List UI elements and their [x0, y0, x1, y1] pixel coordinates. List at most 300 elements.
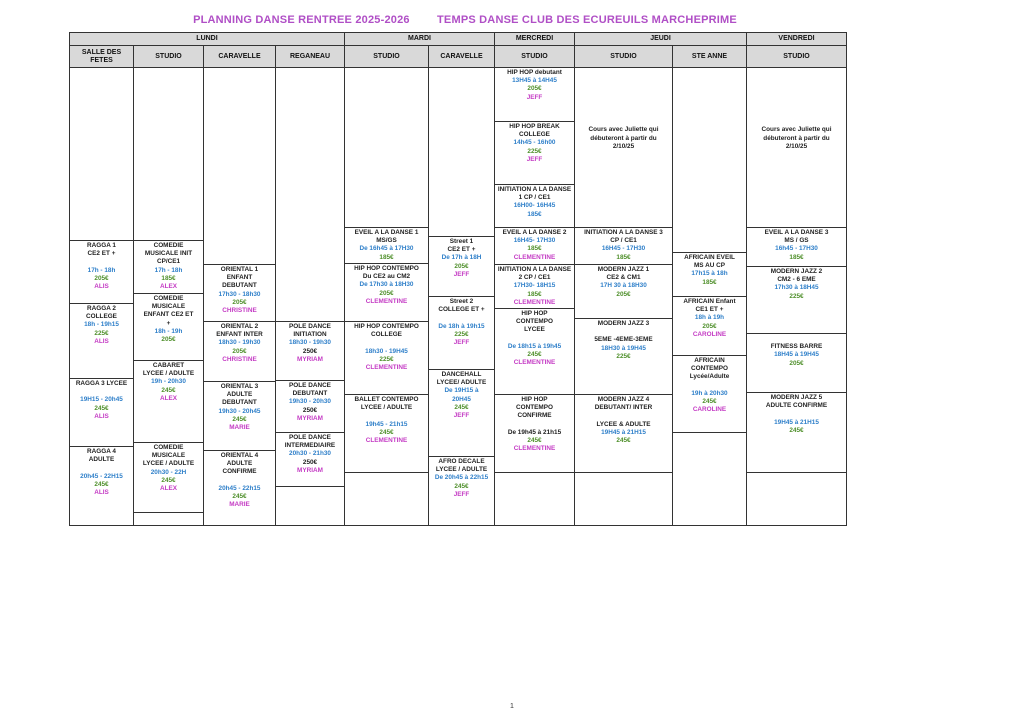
class-time: 18h à 19h	[694, 314, 725, 322]
class-time: 13H45 à 14H45	[512, 77, 557, 85]
class-block	[494, 68, 575, 121]
class-label: Du CE2 au CM2	[362, 273, 411, 281]
class-label: MS AU CP	[693, 262, 725, 270]
class-label: CE1 ET +	[695, 306, 724, 314]
class-label: LYCEE / ADULTE	[142, 460, 195, 468]
class-block	[574, 68, 673, 227]
class-time: 16H45 - 17H30	[601, 245, 646, 253]
class-teacher: JEFF	[453, 339, 470, 347]
class-label	[746, 102, 847, 110]
class-teacher: CHRISTINE	[222, 307, 257, 315]
class-teacher: ALIS	[94, 337, 109, 345]
class-time: 17h - 18h	[87, 266, 116, 274]
class-time: 18h - 19h	[154, 327, 183, 335]
class-teacher: JEFF	[453, 490, 470, 498]
class-teacher: CLEMENTINE	[513, 445, 556, 453]
class-block	[746, 392, 847, 472]
class-label: ENFANT INTER	[216, 331, 263, 339]
class-time: 19h45 - 21h15	[365, 420, 408, 428]
class-label: ADULTE	[88, 456, 115, 464]
class-time: De 20h45 à 22h15	[434, 474, 489, 482]
class-label: LYCEE / ADULTE	[435, 466, 488, 474]
class-price: 245€	[94, 480, 109, 488]
class-teacher: CLEMENTINE	[513, 298, 556, 306]
class-block	[275, 432, 345, 486]
class-block	[574, 264, 673, 318]
class-block	[69, 378, 134, 446]
class-time: 16h45 - 17H30	[775, 245, 818, 253]
day-header-jeudi: JEUDI	[574, 32, 747, 46]
class-time: De 17h à 18H	[441, 254, 482, 262]
class-block	[746, 266, 847, 333]
class-label: RAGGA 4	[87, 448, 116, 455]
class-block	[746, 333, 847, 392]
class-teacher: MYRIAM	[297, 355, 323, 363]
class-label	[494, 421, 575, 429]
class-label: INTERMEDIAIRE	[284, 442, 336, 450]
class-label: ORIENTAL 1	[220, 266, 259, 273]
class-label: AFRO DECALE	[438, 458, 485, 465]
class-time: 20h45 - 22h15	[218, 484, 261, 492]
class-label: POLE DANCE	[289, 382, 331, 389]
class-price: 205€	[232, 298, 247, 306]
class-label: MS/GS	[376, 237, 397, 245]
class-block	[672, 296, 747, 355]
class-label: COLLEGE	[371, 331, 402, 339]
title-planning: PLANNING DANSE RENTREE 2025-2026	[193, 14, 410, 26]
class-block	[344, 263, 429, 321]
class-block	[746, 227, 847, 266]
class-label	[746, 94, 847, 102]
day-header-mardi: MARDI	[344, 32, 495, 46]
class-teacher: MARIE	[229, 501, 250, 509]
class-time: De 18h à 19h15	[438, 322, 485, 330]
class-teacher: CLEMENTINE	[365, 437, 408, 445]
class-time: 19H15 - 20h45	[80, 396, 123, 404]
class-time: De 19H15 à	[444, 387, 479, 395]
class-block	[133, 293, 204, 360]
class-time: 185€	[527, 210, 542, 218]
class-price: 205€	[232, 347, 247, 355]
class-price: 245€	[616, 437, 631, 445]
class-label: BALLET CONTEMPO	[354, 396, 419, 403]
class-price: 245€	[454, 403, 469, 411]
class-teacher: MARIE	[229, 424, 250, 432]
class-label: AFRICAIN Enfant	[683, 298, 736, 305]
class-label: 1 CP / CE1	[518, 194, 551, 202]
class-block	[69, 303, 134, 378]
class-block	[133, 360, 204, 442]
class-block	[344, 227, 429, 263]
class-label: DEBUTANT/ INTER	[594, 404, 653, 412]
class-block	[133, 512, 204, 526]
class-label	[574, 94, 673, 102]
class-price: 225€	[527, 147, 542, 155]
page-number: 1	[510, 703, 514, 710]
class-label: Cours avec Juliette qui	[761, 126, 832, 134]
class-label: CONTEMPO	[516, 404, 553, 412]
class-label: HIP HOP debutant	[507, 69, 562, 76]
class-block	[344, 472, 429, 526]
room-header-caravelle: CARAVELLE	[203, 45, 276, 68]
class-price: 185€	[616, 253, 631, 261]
room-header-studio: STUDIO	[133, 45, 204, 68]
class-teacher: CHRISTINE	[222, 355, 257, 363]
class-label: INITIATION A LA DANSE	[497, 186, 572, 193]
class-label	[69, 258, 134, 266]
class-label	[746, 410, 847, 418]
class-label: MUSICALE	[151, 452, 186, 460]
class-label	[344, 339, 429, 347]
class-price: 245€	[94, 404, 109, 412]
class-label	[203, 477, 276, 485]
class-label: ADULTE CONFIRME	[765, 402, 828, 410]
class-teacher: JEFF	[453, 270, 470, 278]
class-price: 245€	[454, 482, 469, 490]
class-label: COMEDIE	[153, 242, 184, 249]
class-price: 245€	[232, 415, 247, 423]
class-label: ADULTE	[226, 391, 253, 399]
class-block	[428, 369, 495, 456]
class-label	[746, 118, 847, 126]
class-label	[494, 335, 575, 343]
class-time: 16H00- 16H45	[513, 202, 556, 210]
class-label: Street 1	[449, 238, 474, 245]
class-teacher: CAROLINE	[692, 330, 727, 338]
class-block	[494, 184, 575, 227]
class-label: INITIATION A LA DANSE	[497, 266, 572, 273]
room-header-studio: STUDIO	[494, 45, 575, 68]
class-price: 245€	[379, 428, 394, 436]
class-block	[203, 321, 276, 381]
class-label: MODERN JAZZ 3	[597, 320, 650, 327]
class-label	[746, 77, 847, 85]
class-label: RAGGA 1	[87, 242, 116, 249]
class-label: EVEIL A LA DANSE 3	[764, 229, 829, 236]
class-label	[428, 314, 495, 322]
class-label: CONTEMPO	[516, 318, 553, 326]
class-label: 2/10/25	[785, 142, 808, 150]
class-teacher: CLEMENTINE	[513, 359, 556, 367]
room-header-studio: STUDIO	[746, 45, 847, 68]
class-label: COLLEGE	[86, 313, 117, 321]
class-label: +	[166, 319, 171, 327]
class-price: 245€	[527, 351, 542, 359]
class-label: DANCEHALL	[441, 371, 482, 378]
class-block	[672, 432, 747, 526]
class-label: HIP HOP	[521, 396, 548, 403]
class-block	[344, 394, 429, 472]
class-time: De 18h15 à 19h45	[507, 342, 562, 350]
class-label: CP/CE1	[156, 258, 181, 266]
class-block	[428, 296, 495, 369]
class-label: 2/10/25	[612, 142, 635, 150]
class-label: MUSICALE INIT	[144, 250, 193, 258]
class-block	[69, 446, 134, 526]
class-block	[203, 381, 276, 450]
class-time: 19h30 - 20h30	[289, 398, 331, 406]
class-label: MODERN JAZZ 5	[770, 394, 823, 401]
class-label	[69, 388, 134, 396]
class-block	[746, 68, 847, 227]
class-teacher: ALIS	[94, 489, 109, 497]
class-block	[275, 321, 345, 380]
class-label: LYCEE/ ADULTE	[436, 379, 487, 387]
class-time: 18H30 à 19H45	[601, 344, 646, 352]
class-label: 2 CP / CE1	[518, 274, 551, 282]
class-time: 20h30 - 21h30	[289, 450, 331, 458]
room-header-salle-des-fetes: SALLE DES FETES	[69, 45, 134, 68]
class-teacher: JEFF	[526, 155, 543, 163]
class-block	[574, 472, 673, 526]
class-teacher: CLEMENTINE	[365, 364, 408, 372]
class-time: 19h30 - 20h45	[218, 407, 261, 415]
page-title	[0, 14, 930, 26]
class-price: 245€	[161, 386, 176, 394]
class-block	[672, 252, 747, 296]
class-teacher: CLEMENTINE	[365, 297, 408, 305]
class-label: MODERN JAZZ 4	[597, 396, 650, 403]
class-label: POLE DANCE	[289, 323, 331, 330]
class-label: CE2 & CM1	[606, 274, 641, 282]
class-label: COLLEGE ET +	[438, 306, 485, 314]
class-label: RAGGA 2	[87, 305, 116, 312]
class-teacher: MYRIAM	[297, 414, 323, 422]
class-time: 20H45	[452, 395, 471, 403]
class-label: Street 2	[449, 298, 474, 305]
class-time: 18h30 - 19h30	[218, 339, 261, 347]
class-block	[275, 486, 345, 526]
class-price: 205€	[454, 262, 469, 270]
class-label: LYCEE	[524, 326, 545, 334]
class-label: DEBUTANT	[222, 399, 257, 407]
class-label: COMEDIE	[153, 444, 184, 451]
class-block	[574, 394, 673, 472]
class-label: CM2 - 6 EME	[777, 276, 816, 284]
class-time: 18h30 - 19h30	[289, 339, 331, 347]
class-block	[203, 264, 276, 321]
class-time: De 17h30 à 18H30	[359, 281, 414, 289]
class-time: 17h15 à 18h	[691, 270, 728, 278]
class-label: AFRICAIN	[694, 357, 725, 364]
class-time: 20h30 - 22H	[150, 468, 187, 476]
class-label: EVEIL A LA DANSE 2	[502, 229, 567, 236]
class-label: MODERN JAZZ 2	[770, 268, 823, 275]
class-label	[344, 412, 429, 420]
class-block	[428, 236, 495, 296]
class-price: 185€	[527, 290, 542, 298]
class-price: 225€	[789, 292, 804, 300]
class-time: 19H45 à 21H15	[774, 418, 819, 426]
class-time: De 16h45 à 17H30	[359, 245, 414, 253]
class-price: 185€	[527, 245, 542, 253]
title-club: TEMPS DANSE CLUB DES ECUREUILS MARCHEPRIME	[437, 14, 737, 26]
class-label: 250€	[302, 347, 318, 355]
class-time: 18h - 19h15	[84, 321, 119, 329]
class-teacher: ALEX	[159, 394, 178, 402]
day-header-vendredi: VENDREDI	[746, 32, 847, 46]
class-label: AFRICAIN EVEIL	[684, 254, 735, 261]
class-block	[69, 240, 134, 303]
class-label: CE2 ET +	[447, 246, 476, 254]
class-label: ENFANT CE2 ET	[143, 311, 194, 319]
class-time: 17H30- 18H15	[513, 282, 556, 290]
class-label: EVEIL A LA DANSE 1	[354, 229, 419, 236]
class-label	[574, 69, 673, 77]
class-price: 185€	[379, 253, 394, 261]
class-label: débuteront à partir du	[590, 134, 657, 142]
class-price: 245€	[161, 476, 176, 484]
class-price: 205€	[161, 336, 176, 344]
class-block	[344, 321, 429, 394]
class-label: MUSICALE	[151, 303, 186, 311]
class-time: 17h30 - 18h30	[218, 290, 261, 298]
class-price: 245€	[789, 426, 804, 434]
class-label: INITIATION A LA DANSE 3	[584, 229, 663, 236]
class-block	[203, 450, 276, 526]
class-label: CONFIRME	[517, 412, 552, 420]
class-label: LYCEE & ADULTE	[596, 420, 651, 428]
class-time: 14h45 - 16h00	[513, 139, 556, 147]
class-label	[672, 382, 747, 390]
class-block	[494, 472, 575, 526]
class-teacher: ALEX	[159, 283, 178, 291]
class-label	[746, 85, 847, 93]
class-teacher: CLEMENTINE	[513, 253, 556, 261]
class-teacher: ALIS	[94, 283, 109, 291]
class-time: 19h à 20h30	[691, 389, 728, 397]
class-block	[275, 380, 345, 432]
class-block	[133, 442, 204, 512]
room-header-caravelle: CARAVELLE	[428, 45, 495, 68]
class-label	[746, 110, 847, 118]
class-label: débuteront à partir du	[763, 134, 830, 142]
class-label: RAGGA 3 LYCEE	[75, 380, 128, 387]
class-label: ORIENTAL 3	[220, 383, 259, 390]
class-time: 19h - 20h30	[151, 378, 186, 386]
day-header-mercredi: MERCREDI	[494, 32, 575, 46]
class-label: De 19h45 à 21h15	[507, 428, 562, 436]
class-price: 205€	[702, 322, 717, 330]
class-label: COMEDIE	[153, 295, 184, 302]
class-price: 185€	[702, 278, 717, 286]
class-label	[574, 110, 673, 118]
class-block	[494, 394, 575, 472]
class-label: HIP HOP CONTEMPO	[354, 323, 419, 330]
class-label: FITNESS BARRE	[770, 343, 823, 351]
class-price: 245€	[702, 398, 717, 406]
class-time: 18h30 - 19H45	[365, 347, 408, 355]
class-price: 205€	[616, 290, 631, 298]
class-label	[574, 412, 673, 420]
class-label	[574, 102, 673, 110]
class-label: CE2 ET +	[87, 250, 116, 258]
class-label: ENFANT	[226, 274, 253, 282]
class-block	[494, 227, 575, 264]
class-block	[574, 318, 673, 394]
class-label: 250€	[302, 458, 318, 466]
class-block	[672, 355, 747, 432]
class-label: LYCEE / ADULTE	[360, 404, 413, 412]
class-label: COLLEGE	[519, 131, 550, 139]
class-label	[746, 335, 847, 343]
class-label: POLE DANCE	[289, 434, 331, 441]
class-teacher: MYRIAM	[297, 466, 323, 474]
class-label: HIP HOP BREAK	[509, 123, 560, 130]
class-block	[494, 264, 575, 308]
class-block	[494, 308, 575, 394]
class-label: MS / GS	[784, 237, 809, 245]
class-label: ORIENTAL 2	[220, 323, 259, 330]
class-price: 225€	[94, 329, 109, 337]
class-time: 18H45 à 19H45	[774, 351, 819, 359]
class-time: 19H45 à 21H15	[601, 428, 646, 436]
class-price: 185€	[789, 253, 804, 261]
class-teacher: ALEX	[159, 485, 178, 493]
room-header-studio: STUDIO	[574, 45, 673, 68]
class-price: 225€	[454, 330, 469, 338]
class-label	[574, 77, 673, 85]
class-price: 205€	[789, 359, 804, 367]
class-teacher: JEFF	[526, 93, 543, 101]
class-label: ADULTE	[226, 460, 253, 468]
class-label: DEBUTANT	[222, 282, 257, 290]
class-block	[494, 121, 575, 184]
class-time: 17H 30 à 18H30	[600, 282, 647, 290]
class-label: Cours avec Juliette qui	[588, 126, 659, 134]
class-block	[428, 456, 495, 526]
class-price: 245€	[527, 437, 542, 445]
class-label: LYCEE / ADULTE	[142, 370, 195, 378]
class-label	[69, 464, 134, 472]
class-time: 17h - 18h	[154, 266, 183, 274]
class-label: CP / CE1	[610, 237, 637, 245]
room-header-ste-anne: STE ANNE	[672, 45, 747, 68]
class-teacher: CAROLINE	[692, 406, 727, 414]
class-label: MODERN JAZZ 1	[597, 266, 650, 273]
class-price: 185€	[161, 274, 176, 282]
class-label: ORIENTAL 4	[220, 452, 259, 459]
class-block	[574, 227, 673, 264]
class-label: HIP HOP CONTEMPO	[354, 265, 419, 272]
class-block	[133, 240, 204, 293]
room-header-studio: STUDIO	[344, 45, 429, 68]
class-label	[574, 328, 673, 336]
class-label	[746, 69, 847, 77]
class-time: 17h30 à 18H45	[774, 284, 819, 292]
class-price: 245€	[232, 493, 247, 501]
class-label: 5EME -4EME-3EME	[594, 336, 653, 344]
day-header-lundi: LUNDI	[69, 32, 345, 46]
class-teacher: JEFF	[453, 412, 470, 420]
class-block	[746, 472, 847, 526]
class-price: 225€	[616, 352, 631, 360]
class-label: CONTEMPO	[691, 365, 728, 373]
class-price: 205€	[94, 274, 109, 282]
class-label: DEBUTANT	[292, 390, 328, 398]
class-price: 205€	[379, 289, 394, 297]
class-label: CONFIRME	[222, 468, 257, 476]
class-label: 250€	[302, 406, 318, 414]
class-label: HIP HOP	[521, 310, 548, 317]
class-label: CABARET	[152, 362, 185, 369]
class-teacher: ALIS	[94, 412, 109, 420]
class-time: 20h45 - 22H15	[80, 472, 123, 480]
class-label: Lycée/Adulte	[689, 373, 730, 381]
class-label	[574, 118, 673, 126]
class-price: 205€	[527, 85, 542, 93]
class-label	[574, 85, 673, 93]
